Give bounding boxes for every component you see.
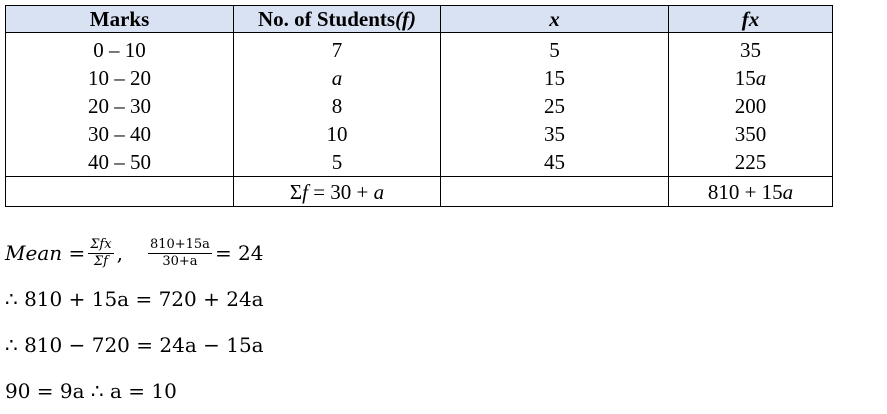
mean-numerator: Σfx xyxy=(90,236,112,252)
marks-cell: 20 – 30 xyxy=(6,92,234,120)
header-students xyxy=(234,6,441,33)
fx-cell xyxy=(669,33,833,65)
fx-value: 350 xyxy=(734,122,767,146)
solution-working xyxy=(5,230,264,414)
header-x: x xyxy=(441,6,669,33)
equation-step-2: ∴ 810 − 720 = 24a − 15a xyxy=(5,333,264,357)
frequency-cell: 8 xyxy=(234,92,441,120)
sum-f-value: = 30 + xyxy=(307,179,374,204)
table-row xyxy=(6,64,833,92)
mean-denominator: Σf xyxy=(93,253,108,269)
substituted-fraction xyxy=(148,237,212,270)
sum-f-cell xyxy=(234,177,441,207)
sum-f-a: a xyxy=(373,179,385,204)
table-row xyxy=(6,148,833,177)
fx-cell xyxy=(669,64,833,92)
totals-marks-cell xyxy=(6,177,234,207)
totals-x-cell xyxy=(441,177,669,207)
mean-label: Mean = xyxy=(5,241,86,265)
fx-value: 15 xyxy=(734,66,756,90)
marks-cell: 0 – 10 xyxy=(6,33,234,65)
frequency-cell: 10 xyxy=(234,120,441,148)
mean-formula-line xyxy=(5,230,264,276)
header-students-f: (f) xyxy=(395,7,417,31)
table-row xyxy=(6,120,833,148)
header-fx: fx xyxy=(669,6,833,33)
mean-result: = 24 xyxy=(214,241,264,265)
header-marks: Marks xyxy=(6,6,234,33)
equation-step-3: 90 = 9a ∴ a = 10 xyxy=(5,379,177,403)
table-row xyxy=(6,33,833,65)
mean-comma: , xyxy=(116,241,123,265)
header-row xyxy=(6,6,833,33)
x-cell: 25 xyxy=(441,92,669,120)
marks-cell: 40 – 50 xyxy=(6,148,234,177)
x-cell: 45 xyxy=(441,148,669,177)
marks-cell: 30 – 40 xyxy=(6,120,234,148)
sigma-symbol: Σ xyxy=(289,179,303,204)
x-cell: 5 xyxy=(441,33,669,65)
substituted-numerator: 810+15a xyxy=(149,236,210,252)
sum-f-variable: f xyxy=(302,179,308,204)
sum-fx-a: a xyxy=(782,179,794,204)
marks-cell: 10 – 20 xyxy=(6,64,234,92)
x-cell: 35 xyxy=(441,120,669,148)
sum-fx-cell xyxy=(669,177,833,207)
frequency-table xyxy=(5,5,833,207)
fx-variable: a xyxy=(755,66,767,90)
fx-cell xyxy=(669,120,833,148)
header-students-label: No. of Students xyxy=(257,7,396,31)
substituted-denominator: 30+a xyxy=(162,253,198,269)
mean-fraction xyxy=(88,237,113,270)
frequency-cell: a xyxy=(234,64,441,92)
fx-cell xyxy=(669,148,833,177)
frequency-cell: 7 xyxy=(234,33,441,65)
fx-cell xyxy=(669,92,833,120)
x-cell: 15 xyxy=(441,64,669,92)
fx-value: 200 xyxy=(734,94,767,118)
table-row xyxy=(6,92,833,120)
frequency-cell: 5 xyxy=(234,148,441,177)
fx-value: 35 xyxy=(740,38,761,62)
totals-row xyxy=(6,177,833,207)
equation-step-1: ∴ 810 + 15a = 720 + 24a xyxy=(5,287,264,311)
fx-value: 225 xyxy=(734,150,767,174)
sum-fx-value: 810 + 15 xyxy=(707,179,783,204)
